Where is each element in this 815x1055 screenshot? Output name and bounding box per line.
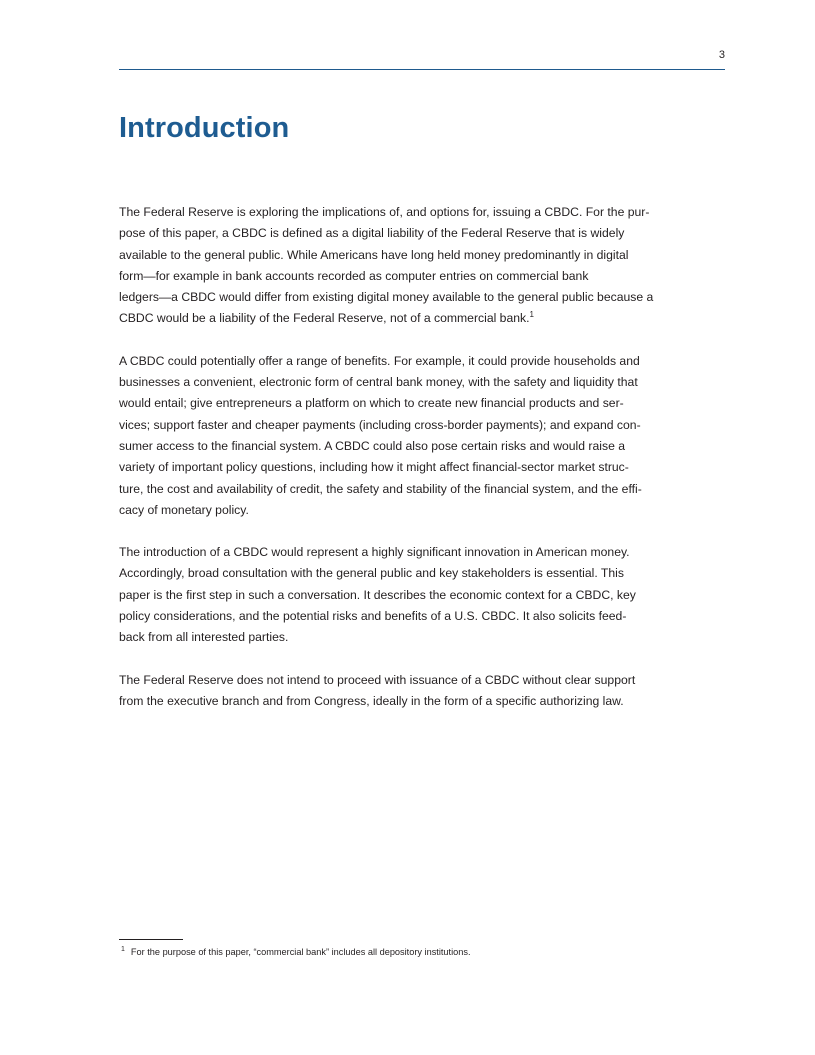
text-line: The introduction of a CBDC would represent a highly significant innovation in American money. (119, 545, 630, 560)
text-line: Accordingly, broad consultation with the general public and key stakeholders is essential. This (119, 566, 624, 581)
text-line: would entail; give entrepreneurs a platform on which to create new financial products and ser- (119, 396, 624, 411)
text-line: policy considerations, and the potential risks and benefits of a U.S. CBDC. It also solicits feed- (119, 609, 627, 624)
paragraph (119, 542, 699, 648)
text-line: The Federal Reserve does not intend to proceed with issuance of a CBDC without clear support (119, 672, 636, 687)
text-line: from the executive branch and from Congress, ideally in the form of a specific authorizing law. (119, 693, 624, 708)
page-title: Introduction (119, 112, 290, 144)
text-line: ture, the cost and availability of credit, the safety and stability of the financial system, and the effi- (119, 481, 642, 496)
footnote (121, 947, 471, 957)
text-line: pose of this paper, a CBDC is defined as a digital liability of the Federal Reserve that is widely (119, 226, 625, 241)
footnote-text: For the purpose of this paper, “commercial bank” includes all depository institutions. (130, 947, 471, 957)
paragraph (119, 351, 699, 521)
paragraph (119, 202, 699, 330)
footnote-rule (119, 939, 183, 940)
text-line: available to the general public. While Americans have long held money predominantly in digital (119, 247, 629, 262)
footnote-reference[interactable]: 1 (529, 310, 534, 320)
text-line: businesses a convenient, electronic form of central bank money, with the safety and liquidity that (119, 375, 638, 390)
text-line: paper is the first step in such a conversation. It describes the economic context for a CBDC, key (119, 587, 636, 602)
header-rule (119, 69, 725, 70)
text-line: The Federal Reserve is exploring the implications of, and options for, issuing a CBDC. For the pur- (119, 205, 650, 219)
text-line: back from all interested parties. (119, 630, 289, 645)
text-line: form—for example in bank accounts recorded as computer entries on commercial bank (119, 268, 589, 283)
footnote-mark: 1 (121, 945, 125, 953)
text-line-with-footnote (119, 308, 699, 329)
text-line: ledgers—a CBDC would differ from existing digital money available to the general public because a (119, 290, 654, 305)
body-text (119, 202, 699, 733)
text-line: sumer access to the financial system. A CBDC could also pose certain risks and would raise a (119, 438, 626, 453)
text-line: vices; support faster and cheaper payments (including cross-border payments); and expand con- (119, 417, 641, 432)
text-line: cacy of monetary policy. (119, 502, 249, 517)
text-line: A CBDC could potentially offer a range of benefits. For example, it could provide households and (119, 353, 640, 368)
text-line: variety of important policy questions, including how it might affect financial-sector market struc- (119, 460, 629, 475)
paragraph (119, 670, 699, 713)
page-number: 3 (718, 49, 725, 61)
text-line: CBDC would be a liability of the Federal Reserve, not of a commercial bank. (119, 311, 530, 326)
